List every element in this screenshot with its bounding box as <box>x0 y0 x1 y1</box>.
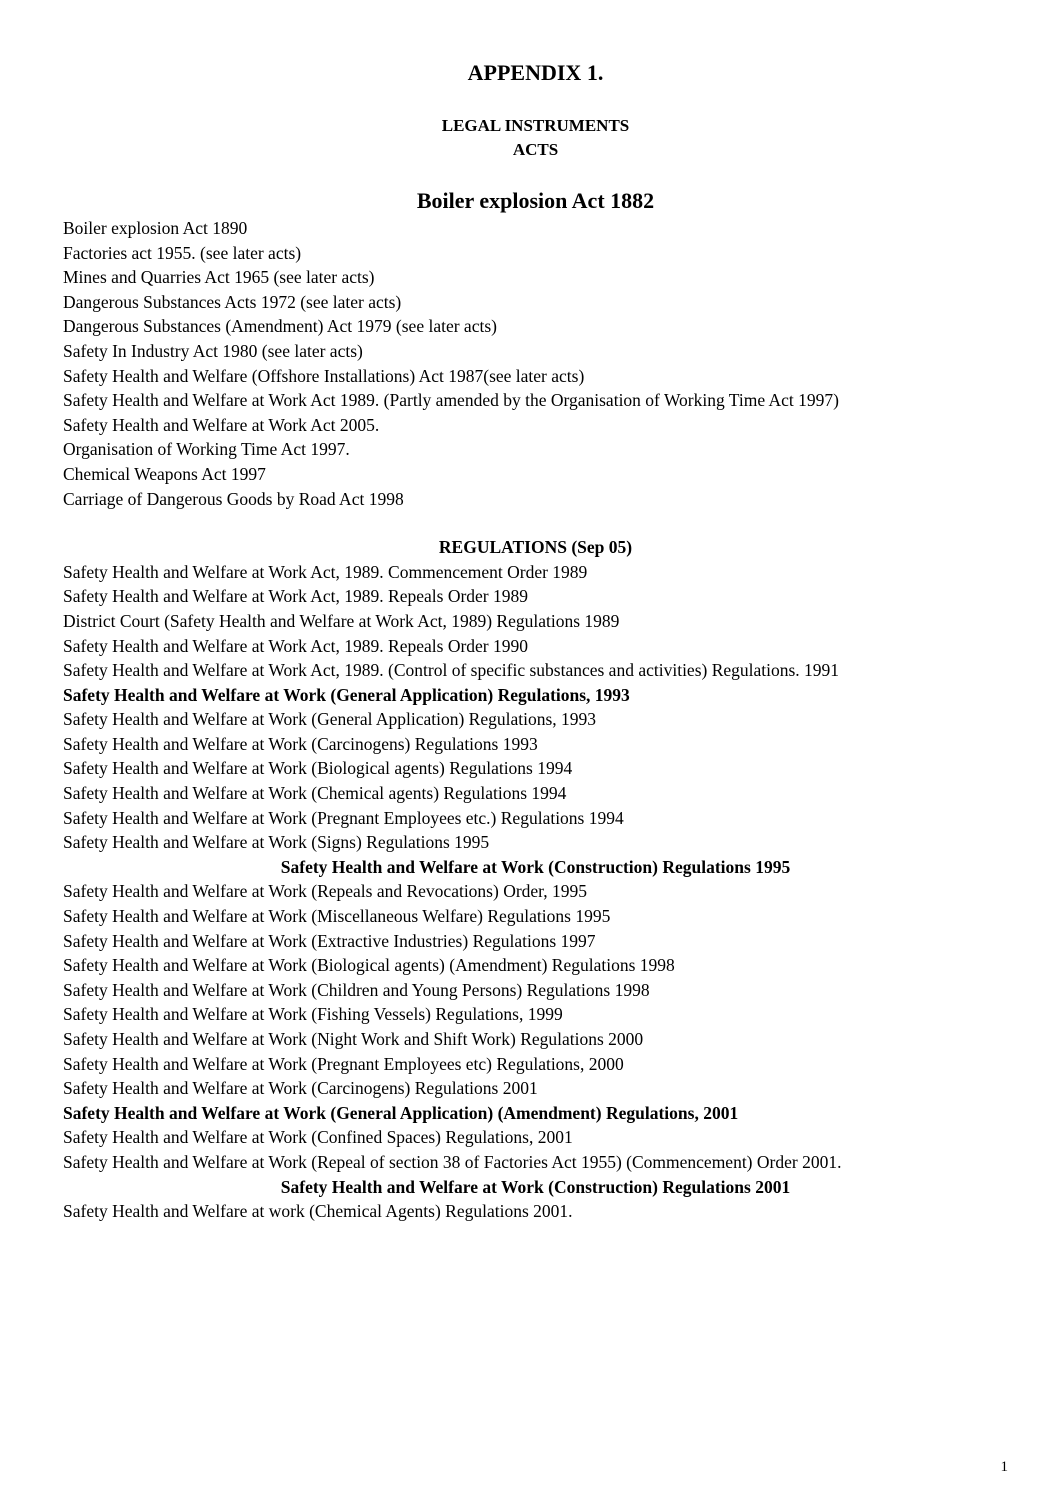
act-item: Safety Health and Welfare at Work Act 2005. <box>63 414 380 435</box>
regulation-item: Safety Health and Welfare at Work (Biological agents) Regulations 1994 <box>63 758 573 779</box>
regulation-item: Safety Health and Welfare at Work Act, 1989. Repeals Order 1989 <box>63 586 529 607</box>
act-item: Carriage of Dangerous Goods by Road Act 1998 <box>63 488 404 509</box>
act-item: Safety Health and Welfare at Work Act 1989. (Partly amended by the Organisation of Working Time Act 1997) <box>63 390 839 411</box>
regulation-item: Safety Health and Welfare at Work (Repeal of section 38 of Factories Act 1955) (Commencement) Order 2001. <box>63 1151 842 1172</box>
regulations-heading: REGULATIONS (Sep 05) <box>438 537 633 558</box>
page-number: 1 <box>1000 1459 1008 1475</box>
act-item: Mines and Quarries Act 1965 (see later acts) <box>63 267 375 288</box>
regulations-list <box>63 560 1008 1224</box>
regulation-item: District Court (Safety Health and Welfare at Work Act, 1989) Regulations 1989 <box>63 610 620 631</box>
acts-section-heading: ACTS <box>512 140 559 159</box>
act-item: Chemical Weapons Act 1997 <box>63 463 266 484</box>
act-item: Dangerous Substances Acts 1972 (see later acts) <box>63 291 402 312</box>
regulation-item: Safety Health and Welfare at Work (Repeals and Revocations) Order, 1995 <box>63 881 588 902</box>
regulation-item: Safety Health and Welfare at Work Act, 1989. (Control of specific substances and activities) Regulations. 1991 <box>63 660 840 681</box>
regulation-item: Safety Health and Welfare at Work (General Application) (Amendment) Regulations, 2001 <box>63 1102 739 1123</box>
acts-list <box>63 216 1008 511</box>
appendix-title: APPENDIX 1. <box>467 60 604 85</box>
regulation-item: Safety Health and Welfare at Work (Carcinogens) Regulations 1993 <box>63 733 538 754</box>
regulation-item: Safety Health and Welfare at Work (Construction) Regulations 2001 <box>280 1176 791 1197</box>
regulation-item: Safety Health and Welfare at Work (Confined Spaces) Regulations, 2001 <box>63 1127 573 1148</box>
regulation-item: Safety Health and Welfare at Work (Miscellaneous Welfare) Regulations 1995 <box>63 906 611 927</box>
regulation-item: Safety Health and Welfare at Work (Biological agents) (Amendment) Regulations 1998 <box>63 955 675 976</box>
document-body <box>63 58 1008 1224</box>
act-item: Factories act 1955. (see later acts) <box>63 242 302 263</box>
legal-instruments-heading: LEGAL INSTRUMENTS <box>441 116 630 135</box>
act-item: Boiler explosion Act 1890 <box>63 218 248 238</box>
act-item: Safety Health and Welfare (Offshore Installations) Act 1987(see later acts) <box>63 365 585 386</box>
regulation-item: Safety Health and Welfare at Work (Pregnant Employees etc.) Regulations 1994 <box>63 807 624 828</box>
regulation-item: Safety Health and Welfare at Work (Night Work and Shift Work) Regulations 2000 <box>63 1029 644 1049</box>
act-item: Dangerous Substances (Amendment) Act 1979 (see later acts) <box>63 316 497 337</box>
regulation-item: Safety Health and Welfare at Work (Extractive Industries) Regulations 1997 <box>63 930 596 951</box>
acts-lead-heading: Boiler explosion Act 1882 <box>416 188 655 213</box>
act-item: Safety In Industry Act 1980 (see later acts) <box>63 340 363 361</box>
regulation-item: Safety Health and Welfare at Work Act, 1989. Commencement Order 1989 <box>63 561 588 582</box>
act-item: Organisation of Working Time Act 1997. <box>63 439 350 460</box>
regulation-item: Safety Health and Welfare at Work (General Application) Regulations, 1993 <box>63 684 630 705</box>
regulation-item: Safety Health and Welfare at Work (Chemical agents) Regulations 1994 <box>63 783 567 804</box>
regulation-item: Safety Health and Welfare at Work (Pregnant Employees etc) Regulations, 2000 <box>63 1053 624 1074</box>
regulation-item: Safety Health and Welfare at Work Act, 1989. Repeals Order 1990 <box>63 635 529 656</box>
regulation-item: Safety Health and Welfare at Work (Children and Young Persons) Regulations 1998 <box>63 979 650 1000</box>
regulation-item: Safety Health and Welfare at Work (Signs) Regulations 1995 <box>63 832 490 853</box>
regulation-item: Safety Health and Welfare at Work (General Application) Regulations, 1993 <box>63 709 597 730</box>
regulation-item: Safety Health and Welfare at Work (Construction) Regulations 1995 <box>280 856 791 877</box>
regulation-item: Safety Health and Welfare at Work (Carcinogens) Regulations 2001 <box>63 1078 538 1099</box>
regulation-item: Safety Health and Welfare at work (Chemical Agents) Regulations 2001. <box>63 1201 573 1222</box>
regulation-item: Safety Health and Welfare at Work (Fishing Vessels) Regulations, 1999 <box>63 1004 563 1025</box>
